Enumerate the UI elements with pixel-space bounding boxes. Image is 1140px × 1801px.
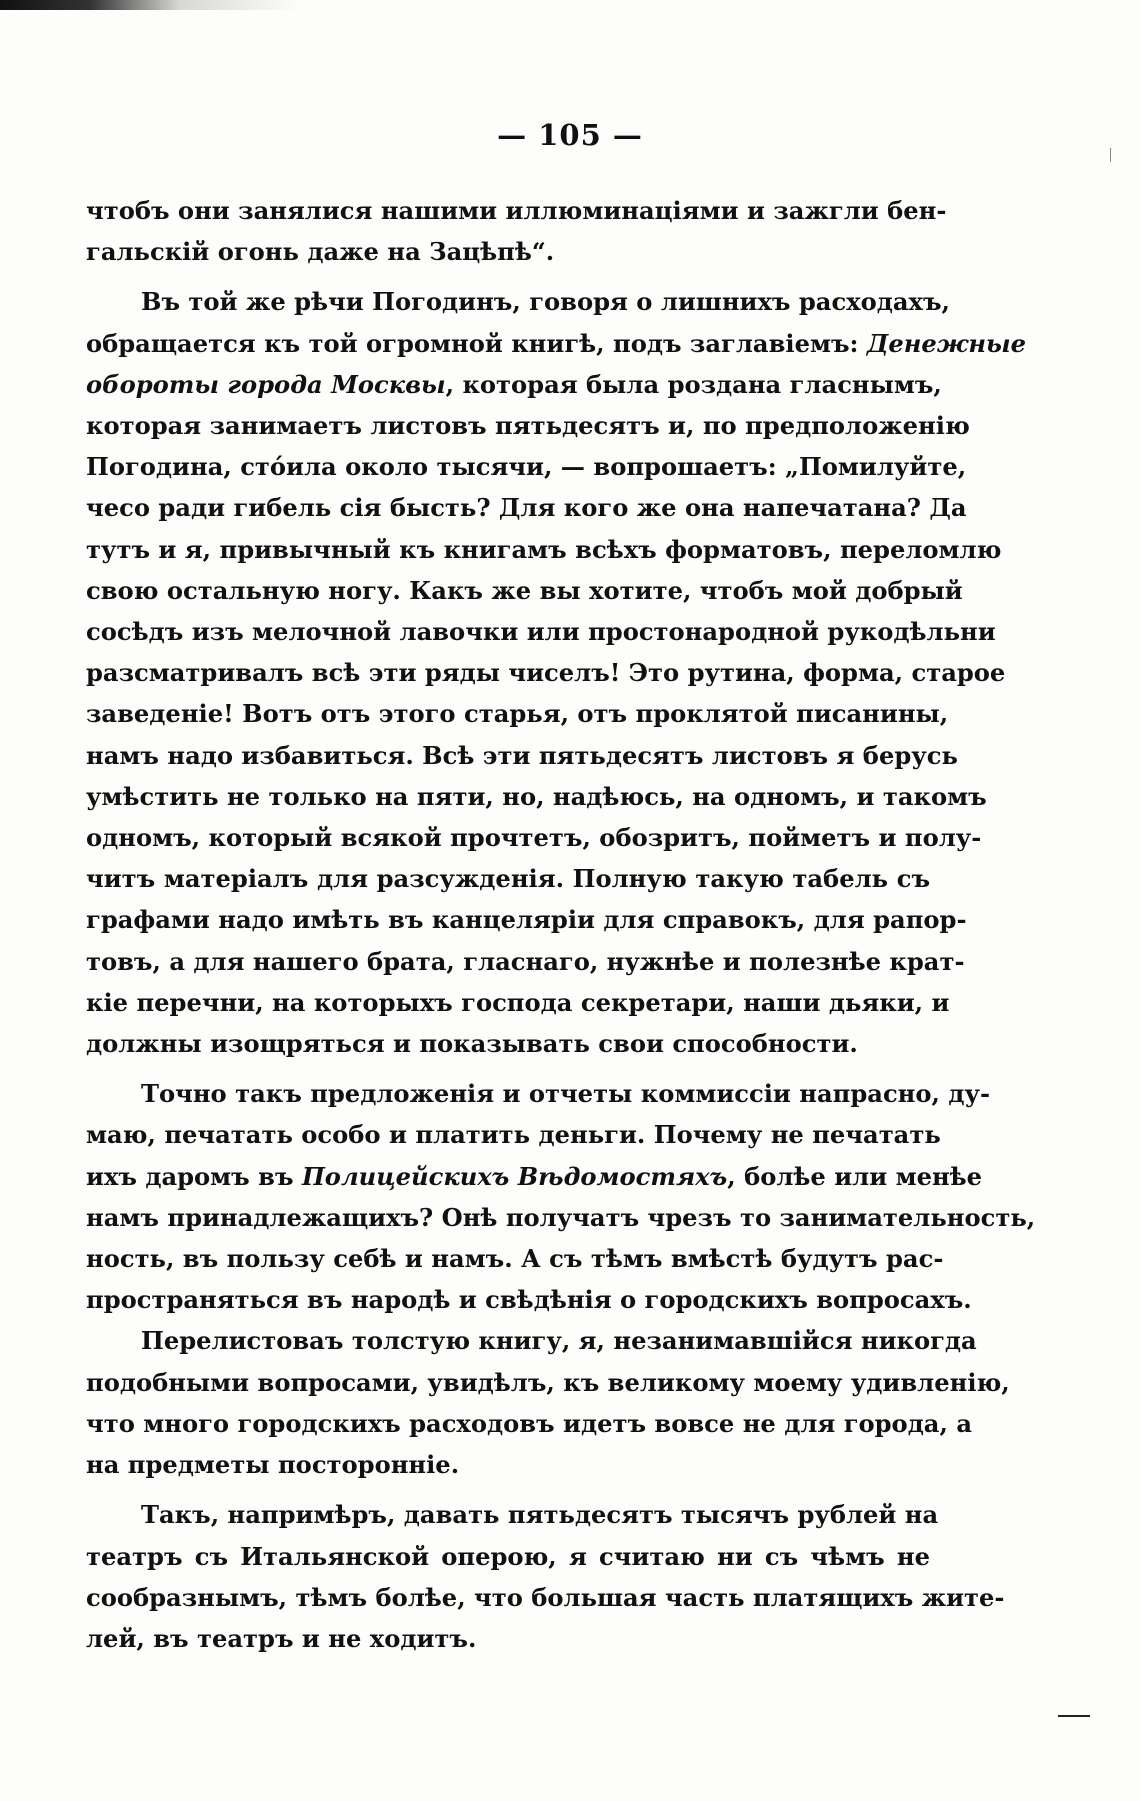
text-line: театръ съ Итальянской оперою, я считаю ни съ чѣмъ не <box>86 1541 930 1571</box>
text-line: читъ матеріалъ для разсужденія. Полную такую табель съ <box>86 864 930 894</box>
text-line: которая занимаетъ листовъ пятьдесятъ и, по предположенію <box>86 411 970 441</box>
text-line: чесо ради гибель сія бысть? Для кого же она напечатана? Да <box>86 493 967 523</box>
text-line: лей, въ театръ и не ходитъ. <box>86 1623 477 1653</box>
text-line: пространяться въ народѣ и свѣдѣнія о городскихъ вопросахъ. <box>86 1285 972 1315</box>
text-line: намъ надо избавиться. Всѣ эти пятьдесятъ листовъ я берусь <box>86 740 958 770</box>
text-line: Такъ, напримѣръ, давать пятьдесятъ тысячъ рублей на <box>141 1500 939 1530</box>
body-text <box>86 190 1036 1659</box>
text-line: обороты города Москвы, которая была роздана гласнымъ, <box>86 369 942 399</box>
text-line: тутъ и я, привычный къ книгамъ всѣхъ форматовъ, переломлю <box>86 534 1002 564</box>
italic-title: Полицейскихъ Вѣдомостяхъ <box>301 1161 728 1191</box>
text-line: обращается къ той огромной книгѣ, подъ заглавіемъ: Денежные <box>86 328 1027 358</box>
text-line: заведеніе! Вотъ отъ этого старья, отъ проклятой писанины, <box>86 699 949 729</box>
text-line: одномъ, который всякой прочтетъ, обозритъ, пойметъ и полу- <box>86 823 982 853</box>
text-line: графами надо имѣть въ канцеляріи для справокъ, для рапор- <box>86 905 967 935</box>
text-line: должны изощряться и показывать свои способности. <box>86 1029 858 1059</box>
text-line: Точно такъ предложенія и отчеты коммиссіи напрасно, ду- <box>141 1079 991 1109</box>
text-line: сообразнымъ, тѣмъ болѣе, что большая часть платящихъ жите- <box>86 1582 1005 1612</box>
text-line: сосѣдъ изъ мелочной лавочки или простонародной рукодѣльни <box>86 617 996 647</box>
text-line: Перелистоваъ толстую книгу, я, незанимавшійся никогда <box>141 1326 977 1356</box>
text-line: намъ принадлежащихъ? Онѣ получатъ чрезъ то занимательность, <box>86 1202 1036 1232</box>
margin-rule <box>1058 1715 1090 1717</box>
text-line: чтобъ они занялися нашими иллюминаціями и зажгли бен- <box>86 196 947 225</box>
text-line: свою остальную ногу. Какъ же вы хотите, чтобъ мой добрый <box>86 575 963 605</box>
text-line: гальскій огонь даже на Зацѣпѣ“. <box>86 237 555 267</box>
text-line: подобными вопросами, увидѣлъ, къ великому моему удивленію, <box>86 1367 1010 1397</box>
text-line: маю, печатать особо и платить деньги. Почему не печатать <box>86 1120 941 1150</box>
text-line: разсматривалъ всѣ эти ряды чиселъ! Это рутина, форма, старое <box>86 658 1006 688</box>
text-line: Въ той же рѣчи Погодинъ, говоря о лишнихъ расходахъ, <box>141 287 950 317</box>
text-line: товъ, а для нашего брата, гласнаго, нужнѣе и полезнѣе крат- <box>86 946 965 976</box>
scan-edge-mark <box>0 0 300 10</box>
text-line: умѣстить не только на пяти, но, надѣюсь, на одномъ, и такомъ <box>86 781 987 811</box>
italic-title: Денежные <box>866 328 1027 358</box>
text-line: ихъ даромъ въ Полицейскихъ Вѣдомостяхъ, болѣе или менѣе <box>86 1161 983 1191</box>
italic-title: обороты города Москвы <box>86 369 446 399</box>
text-line: Погодина, стóила около тысячи, — вопрошаетъ: „Помилуйте, <box>86 452 967 482</box>
text-line: что много городскихъ расходовъ идетъ вовсе не для города, а <box>86 1408 972 1438</box>
text-line: ность, въ пользу себѣ и намъ. А съ тѣмъ вмѣстѣ будутъ рас- <box>86 1244 944 1274</box>
text-line: на предметы посторонніе. <box>86 1450 460 1480</box>
text-line: кіе перечни, на которыхъ господа секретари, наши дьяки, и <box>86 987 950 1017</box>
page-number: — 105 — <box>497 118 643 152</box>
